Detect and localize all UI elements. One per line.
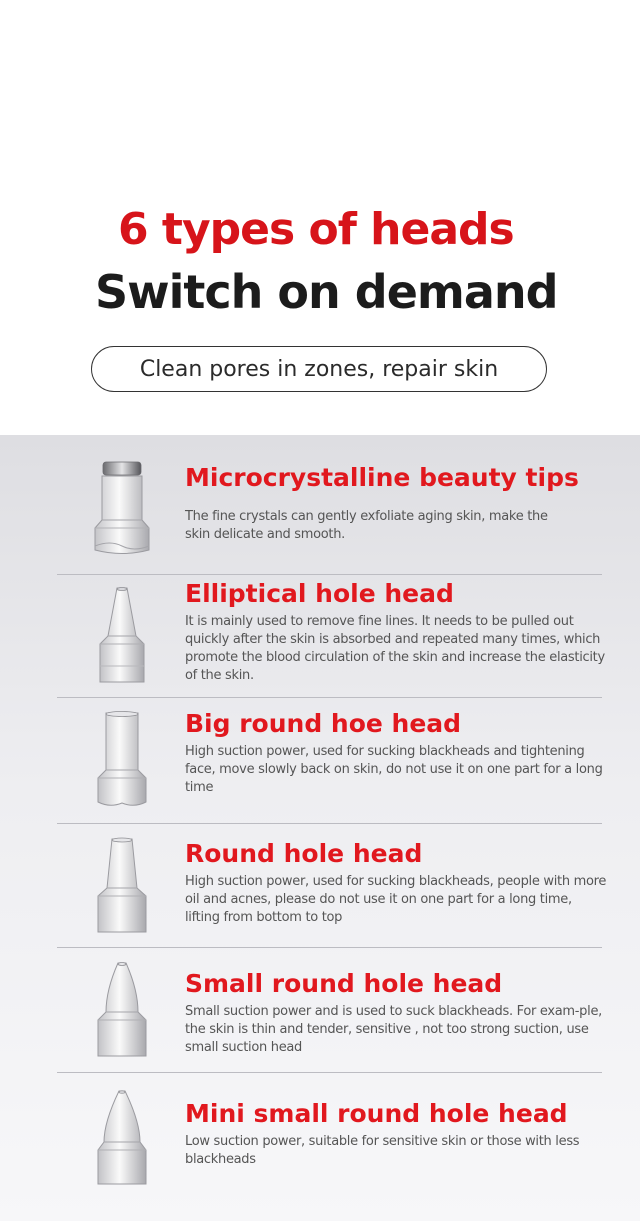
- pill-text: Clean pores in zones, repair skin: [139, 356, 499, 382]
- item-title: Elliptical hole head: [185, 579, 454, 608]
- item-title: Microcrystalline beauty tips: [185, 463, 579, 492]
- item-title: Big round hoe head: [185, 709, 462, 738]
- round-hole-head-icon: [90, 836, 154, 936]
- elliptical-hole-head-icon: [90, 586, 154, 686]
- item-description: Low suction power, suitable for sensitive skin or those with less blackheads: [185, 1134, 580, 1167]
- headline-red: 6 types of heads: [118, 204, 514, 255]
- item-title: Small round hole head: [185, 969, 503, 998]
- divider: [57, 823, 602, 824]
- item-title: Mini small round hole head: [185, 1099, 568, 1128]
- item-description: The fine crystals can gently exfoliate aging skin, make the skin delicate and smooth.: [185, 509, 548, 542]
- subtitle-pill: [91, 346, 547, 392]
- divider: [57, 1072, 602, 1073]
- header-section: [0, 0, 640, 435]
- headline-dark: Switch on demand: [95, 265, 558, 319]
- divider: [57, 574, 602, 575]
- divider: [57, 697, 602, 698]
- item-description: It is mainly used to remove fine lines. It needs to be pulled out quickly after the skin is absorbed and repeated many times, which promote the blood circulation of the skin and increase the elasticity of the skin.: [185, 614, 605, 683]
- divider: [57, 947, 602, 948]
- small-round-hole-head-icon: [90, 960, 154, 1060]
- mini-small-round-hole-head-icon: [90, 1088, 154, 1188]
- microcrystalline-tip-icon: [90, 460, 154, 560]
- item-description: Small suction power and is used to suck blackheads. For exam-ple, the skin is thin and tender, sensitive , not too strong suction, use small suction head: [185, 1004, 602, 1055]
- big-round-hole-head-icon: [90, 710, 154, 810]
- item-description: High suction power, used for sucking blackheads and tightening face, move slowly back on skin, do not use it on one part for a long time: [185, 744, 603, 795]
- item-description: High suction power, used for sucking blackheads, people with more oil and acnes, please do not use it on one part for a long time, lifting from bottom to top: [185, 874, 607, 925]
- item-title: Round hole head: [185, 839, 423, 868]
